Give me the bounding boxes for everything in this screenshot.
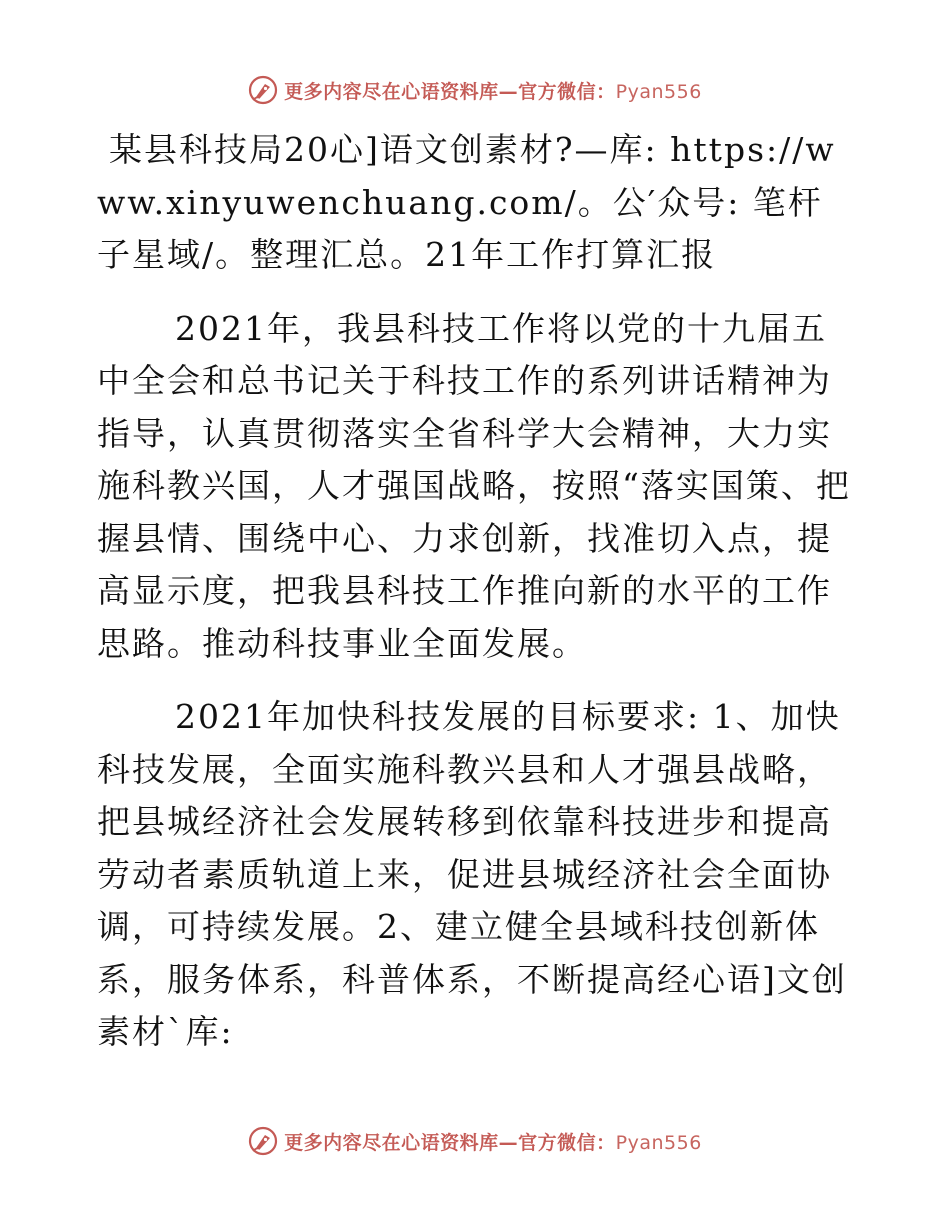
footer-banner-text [284, 1128, 702, 1155]
document-body [97, 124, 857, 1080]
pen-nib-logo-icon [248, 1126, 278, 1156]
header-banner-inner [248, 75, 702, 105]
header-banner-wechat-id: Pyan556 [615, 80, 702, 103]
footer-banner-wechat-id: Pyan556 [615, 1131, 702, 1154]
header-banner-slogan: 更多内容尽在心语资料库—官方微信： [284, 80, 616, 103]
pen-nib-logo-icon [248, 75, 278, 105]
footer-banner-slogan: 更多内容尽在心语资料库—官方微信： [284, 1131, 616, 1154]
document-title-line: 某县科技局20心]语文创素材?—库: https://www.xinyuwenchuang.com/。公′众号: 笔杆子星域/。整理汇总。21年工作打算汇报 [97, 130, 836, 274]
header-banner-text [284, 77, 702, 104]
footer-banner [0, 1124, 950, 1158]
document-paragraph-2: 2021年加快科技发展的目标要求: 1、加快科技发展，全面实施科教兴县和人才强县战略，把县城经济社会发展转移到依靠科技进步和提高劳动者素质轨道上来，促进县城经济社会全面协调，可持续发展。2、建立健全县域科技创新体系，服务体系，科普体系，不断提高经心语]文创素材`库: [97, 697, 847, 1051]
header-banner [0, 73, 950, 107]
document-paragraph-1: 2021年，我县科技工作将以党的十九届五中全会和总书记关于科技工作的系列讲话精神为指导，认真贯彻落实全省科学大会精神，大力实施科教兴国，人才强国战略，按照“落实国策、把握县情、围绕中心、力求创新，找准切入点，提高显示度，把我县科技工作推向新的水平的工作思路。推动科技事业全面发展。 [97, 308, 851, 663]
footer-banner-inner [248, 1126, 702, 1156]
